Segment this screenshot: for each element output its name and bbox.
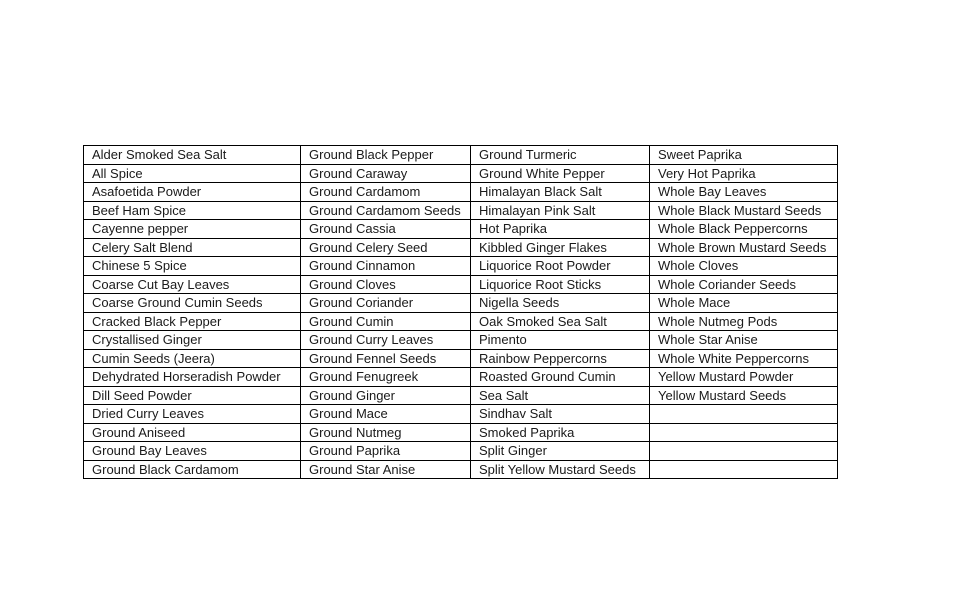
table-row [84,275,838,294]
table-row [84,368,838,387]
table-cell: Cayenne pepper [84,220,301,239]
table-cell: Split Ginger [471,442,650,461]
table-cell: Ground Curry Leaves [301,331,471,350]
table-cell: Ground Star Anise [301,460,471,479]
table-cell: Beef Ham Spice [84,201,301,220]
table-cell: Split Yellow Mustard Seeds [471,460,650,479]
table-row [84,331,838,350]
table-cell [650,442,838,461]
table-cell: Sweet Paprika [650,146,838,165]
table-cell: Smoked Paprika [471,423,650,442]
table-cell: Ground Aniseed [84,423,301,442]
table-cell: Ground Turmeric [471,146,650,165]
table-cell: Whole Nutmeg Pods [650,312,838,331]
table-row [84,183,838,202]
table-row [84,238,838,257]
table-cell: Hot Paprika [471,220,650,239]
table-cell: Ground Cardamom Seeds [301,201,471,220]
table-row [84,164,838,183]
table-row [84,257,838,276]
table-cell: Ground Ginger [301,386,471,405]
table-row [84,201,838,220]
table-cell: Ground Bay Leaves [84,442,301,461]
table-cell: Very Hot Paprika [650,164,838,183]
table-cell: All Spice [84,164,301,183]
table-row [84,386,838,405]
table-cell: Ground Cloves [301,275,471,294]
table-cell: Sea Salt [471,386,650,405]
table-cell: Roasted Ground Cumin [471,368,650,387]
table-cell: Ground Coriander [301,294,471,313]
table-cell: Chinese 5 Spice [84,257,301,276]
table-cell: Yellow Mustard Powder [650,368,838,387]
table-cell [650,405,838,424]
table-row [84,312,838,331]
table-cell: Sindhav Salt [471,405,650,424]
table-cell: Pimento [471,331,650,350]
table-cell [650,460,838,479]
table-cell: Whole White Peppercorns [650,349,838,368]
table-row [84,442,838,461]
table-row [84,294,838,313]
table-cell: Ground Black Pepper [301,146,471,165]
table-row [84,460,838,479]
table-cell: Ground Cardamom [301,183,471,202]
table-cell: Ground Caraway [301,164,471,183]
table-row [84,405,838,424]
table-cell: Celery Salt Blend [84,238,301,257]
spice-list-table [83,145,838,479]
table-cell: Ground Nutmeg [301,423,471,442]
table-cell: Ground White Pepper [471,164,650,183]
table-cell: Ground Fennel Seeds [301,349,471,368]
table-cell: Whole Mace [650,294,838,313]
table-cell: Cracked Black Pepper [84,312,301,331]
table-row [84,220,838,239]
table-cell: Dill Seed Powder [84,386,301,405]
table-cell: Dehydrated Horseradish Powder [84,368,301,387]
table-cell: Crystallised Ginger [84,331,301,350]
table-cell: Ground Cumin [301,312,471,331]
table-cell: Ground Mace [301,405,471,424]
spice-table-body [84,146,838,479]
table-cell: Yellow Mustard Seeds [650,386,838,405]
table-cell: Himalayan Black Salt [471,183,650,202]
table-cell: Whole Star Anise [650,331,838,350]
table-cell: Ground Cinnamon [301,257,471,276]
table-cell: Whole Black Mustard Seeds [650,201,838,220]
table-cell: Coarse Ground Cumin Seeds [84,294,301,313]
table-cell: Nigella Seeds [471,294,650,313]
table-cell: Ground Cassia [301,220,471,239]
table-cell: Ground Black Cardamom [84,460,301,479]
table-cell: Whole Cloves [650,257,838,276]
table-cell: Oak Smoked Sea Salt [471,312,650,331]
table-cell: Dried Curry Leaves [84,405,301,424]
table-cell: Whole Brown Mustard Seeds [650,238,838,257]
table-cell [650,423,838,442]
table-cell: Kibbled Ginger Flakes [471,238,650,257]
table-row [84,146,838,165]
table-cell: Liquorice Root Powder [471,257,650,276]
table-cell: Whole Coriander Seeds [650,275,838,294]
table-cell: Ground Paprika [301,442,471,461]
table-row [84,423,838,442]
table-cell: Rainbow Peppercorns [471,349,650,368]
table-cell: Alder Smoked Sea Salt [84,146,301,165]
table-cell: Cumin Seeds (Jeera) [84,349,301,368]
table-cell: Himalayan Pink Salt [471,201,650,220]
table-cell: Asafoetida Powder [84,183,301,202]
table-cell: Liquorice Root Sticks [471,275,650,294]
table-cell: Ground Fenugreek [301,368,471,387]
table-cell: Whole Black Peppercorns [650,220,838,239]
table-cell: Whole Bay Leaves [650,183,838,202]
table-cell: Ground Celery Seed [301,238,471,257]
table-cell: Coarse Cut Bay Leaves [84,275,301,294]
table-row [84,349,838,368]
